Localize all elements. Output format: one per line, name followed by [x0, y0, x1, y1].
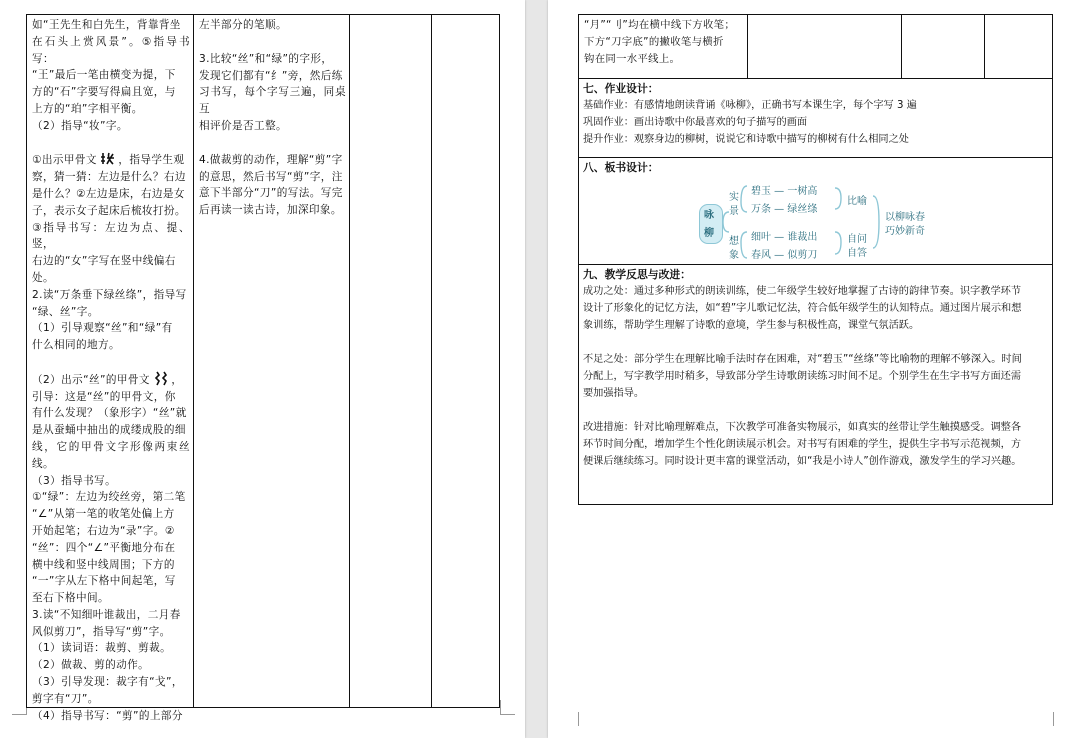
design-intent-cell: [902, 15, 985, 78]
bracket-ziwen: [835, 232, 841, 254]
student-activity-cell: [748, 15, 902, 78]
text-line: [32, 34, 190, 68]
text-line: [32, 17, 190, 34]
board-note: 比喻: [847, 196, 867, 207]
line-text: 在石头上赏风景”。⑤指导书写：: [32, 35, 190, 65]
text-line: “月”“刂”均在横中线下方收笔；: [584, 19, 736, 31]
line-text: （3）引导发现：裁字有“戈”，: [32, 676, 183, 689]
line-text: 相评价是否工整。: [199, 119, 287, 132]
text-line: [32, 439, 190, 473]
text-line: [199, 17, 346, 34]
line-text: 有什么发现？（象形字）“丝”就: [32, 407, 187, 420]
reflection-line: 环节时间分配，增加学生个性化朗读展示机会。对书写有困难的学生，提供生字书写示范视频，方: [583, 439, 1022, 450]
text-line: [32, 220, 190, 254]
text-line: [32, 118, 190, 135]
text-line: [32, 84, 190, 101]
document-page-left: [0, 0, 525, 738]
board-note: 自问: [847, 234, 867, 245]
lesson-table-continued: [578, 14, 1053, 78]
text-line: [32, 320, 190, 337]
line-text: 上方的“珀”字相平衡。: [32, 102, 143, 115]
text-line: [32, 389, 190, 406]
section-heading: 七、作业设计：: [583, 82, 659, 95]
text-line: [199, 51, 346, 68]
line-text: （2）出示“丝”的甲骨文: [32, 373, 154, 386]
reflection-line: 改进措施：针对比喻理解难点，下次教学可准备实物展示，如真实的丝带让学生触摸感受。调整各: [583, 422, 1022, 433]
text-line: [32, 135, 190, 152]
line-text: 3.比较“丝”和“绿”的字形，: [199, 52, 333, 65]
line-text: 什么相同的地方。: [32, 339, 120, 352]
line-text: 习书写，每个字写三遍，同桌互: [199, 86, 346, 116]
line-text: “一”字从左下格中间起笔，写: [32, 575, 176, 588]
line-text: “∠”从第一笔的收笔处偏上方: [32, 508, 175, 521]
text-line: [32, 101, 190, 118]
board-group-label: 想: [729, 236, 739, 247]
section-heading: 九、教学反思与改进：: [583, 268, 691, 281]
reflection-line: 便课后继续练习。同时设计更丰富的课堂活动，如“我是小诗人”创作游戏，激发学生的学习兴趣。: [583, 456, 1022, 467]
line-text: ，指导学生观: [114, 154, 185, 167]
text-line: [32, 270, 190, 287]
line-text: 子，表示女子起床后梳妆打扮。: [32, 204, 186, 217]
line-text: 后再读一读古诗，加深印象。: [199, 204, 342, 217]
line-text: （2）做裁、剪的动作。: [32, 659, 150, 672]
reflection-line: 不足之处：部分学生在理解比喻手法时存在困难，对“碧玉”“丝绦”等比喻物的理解不够深入。时间: [583, 354, 1022, 365]
board-group-label: 象: [729, 250, 739, 261]
homework-line: 提升作业：观察身边的柳树，说说它和诗歌中描写的柳树有什么相同之处: [583, 134, 909, 145]
text-line: [32, 691, 190, 708]
line-text: （1）读词语：裁剪、剪裁。: [32, 642, 172, 655]
line-text: 方的“石”字要写得扁且宽，与: [32, 86, 176, 99]
board-row: 春风 — 似剪刀: [751, 250, 818, 261]
line-text: 横中线和竖中线周围；下方的: [32, 558, 175, 571]
text-line: [32, 657, 190, 674]
text-line: [32, 253, 190, 270]
board-title-char: 咏: [704, 210, 714, 221]
board-design-section: [578, 158, 1053, 265]
line-text: 察，猜一猜：左边是什么？右边: [32, 171, 186, 184]
text-line: [32, 540, 190, 557]
line-text: （1）引导观察“丝”和“绿”有: [32, 322, 173, 335]
line-text: 线，它的甲骨文字形像两束丝线。: [32, 440, 190, 470]
line-text: 3.读“不知细叶谁裁出，二月春: [32, 608, 181, 621]
board-group-label: 实: [729, 192, 739, 203]
line-text: （4）指导书写：“剪”的上部分: [32, 709, 183, 722]
text-line: [199, 202, 346, 219]
student-activity-column: [194, 15, 350, 707]
line-text: “王”最后一笔由横变为提，下: [32, 69, 176, 82]
text-line: [32, 67, 190, 84]
line-text: 右边的“女”字写在竖中线偏右: [32, 255, 176, 268]
reflection-section: [578, 265, 1053, 505]
crop-mark: [500, 700, 515, 715]
board-title-char: 柳: [704, 228, 714, 239]
line-text: “丝”：四个“∠”平衡地分布在: [32, 541, 176, 554]
text-line: [32, 304, 190, 321]
text-line: [32, 674, 190, 691]
text-line: [199, 185, 346, 202]
reflection-line: 要加强指导。: [583, 388, 645, 399]
line-text: ③指导书写：左边为点、提、竖，: [32, 221, 190, 251]
text-line: [32, 371, 190, 389]
reflection-line: 象训练，帮助学生理解了诗歌的意境，学生参与积极性高，课堂气氛活跃。: [583, 320, 920, 331]
text-line: [32, 573, 190, 590]
line-text: 4.做裁剪的动作，理解“剪”字: [199, 153, 343, 166]
board-design-diagram: [699, 182, 949, 260]
text-line: [32, 422, 190, 439]
line-text: 引导：这是“丝”的甲骨文，你: [32, 390, 176, 403]
text-line: [32, 186, 190, 203]
line-text: 如“王先生和白先生，背靠背坐: [32, 19, 181, 31]
text-line: [32, 337, 190, 354]
text-line: [32, 607, 190, 624]
line-text: （3）指导书写。: [32, 474, 117, 487]
reflection-line: 设计了形象化的记忆方法，如“碧”字儿歌记忆法，符合低年级学生的认知特点。通过图片展示和想: [583, 303, 1022, 314]
lesson-table: [26, 14, 500, 722]
crop-mark: [1053, 712, 1068, 726]
bracket-summary: [873, 196, 879, 248]
text-line: 下方“刀字底”的撇收笔与横折: [584, 35, 724, 48]
homework-line: 基础作业：有感情地朗读背诵《咏柳》，正确书写本课生字，每个字写 3 遍: [583, 100, 917, 111]
bracket-biyu: [835, 188, 841, 209]
text-line: [32, 640, 190, 657]
board-row: 碧玉 — 一树高: [751, 186, 818, 197]
line-text: 是什么？②左边是床，右边是女: [32, 187, 185, 200]
text-line: [32, 489, 190, 506]
reflection-line: 成功之处：通过多种形式的朗读训练，使二年级学生较好地掌握了古诗的韵律节奏。识字教学环节: [583, 286, 1022, 297]
line-text: 处。: [32, 271, 54, 284]
line-text: 至右下格中间。: [32, 592, 109, 605]
text-line: [32, 151, 190, 169]
line-text: 是从蚕蛹中抽出的成缕成股的细: [32, 424, 186, 437]
text-line: [32, 473, 190, 490]
line-text: 开始起笔；右边为“录”字。②: [32, 524, 175, 537]
line-text: [32, 356, 36, 368]
text-line: [32, 405, 190, 422]
text-line: [32, 506, 190, 523]
line-text: （2）指导“妆”字。: [32, 119, 128, 132]
text-line: [32, 708, 190, 725]
text-line: [199, 68, 346, 85]
text-line: [32, 624, 190, 641]
line-text: 剪字有“刀”。: [32, 692, 99, 705]
text-line: [32, 523, 190, 540]
teaching-process-column: [27, 15, 194, 722]
oracle-bone-zhuang-icon: [101, 151, 115, 166]
text-line: [32, 590, 190, 607]
text-line: [32, 287, 190, 304]
text-line: [199, 84, 346, 118]
oracle-bone-si-icon: [154, 371, 168, 386]
line-text: ①出示甲骨文: [32, 154, 101, 167]
board-summary: 以柳咏春: [885, 212, 925, 223]
line-text: 2.读“万条垂下绿丝绦”，指导写: [32, 288, 187, 301]
text-line: [199, 169, 346, 186]
line-text: ①“绿”：左边为绞丝旁，第二笔: [32, 491, 186, 504]
homework-line: 巩固作业：画出诗歌中你最喜欢的句子描写的画面: [583, 117, 808, 128]
bracket-shijing: [741, 186, 747, 212]
line-text: 风似剪刀”，指导写“剪”字。: [32, 625, 171, 638]
board-group-label: 景: [729, 206, 739, 217]
text-line: [32, 169, 190, 186]
text-line: [199, 152, 346, 169]
design-intent-column: [350, 15, 432, 707]
board-summary: 巧妙新奇: [885, 226, 925, 237]
teaching-process-cell: [579, 15, 748, 78]
text-line: 钩在同一水平线上。: [584, 52, 681, 65]
crop-mark: [12, 700, 27, 715]
line-text: 左半部分的笔顺。: [199, 19, 287, 31]
notes-column: [432, 15, 499, 707]
board-row: 细叶 — 谁裁出: [751, 232, 818, 243]
text-line: [32, 557, 190, 574]
board-note: 自答: [847, 248, 867, 259]
line-text: 的意思，然后书写“剪”字，注: [199, 170, 343, 183]
crop-mark: [564, 712, 579, 726]
line-text: 意下半部分“刀”的写法。写完: [199, 187, 343, 200]
bracket-xiangxiang: [741, 232, 747, 258]
section-heading: 八、板书设计：: [583, 161, 659, 174]
text-line: [32, 354, 190, 371]
text-line: [32, 203, 190, 220]
line-text: ，: [167, 373, 183, 386]
line-text: “绿、丝”字。: [32, 305, 99, 318]
line-text: 发现它们都有“纟”旁，然后练: [199, 69, 343, 82]
line-text: [32, 137, 36, 149]
document-page-right: [548, 0, 1080, 738]
homework-section: [578, 78, 1053, 158]
board-row: 万条 — 绿丝绦: [751, 204, 818, 215]
reflection-line: 分配上，写字教学用时稍多，导致部分学生诗歌朗读练习时间不足。个别学生在生字书写方面还需: [583, 371, 1022, 382]
text-line: [199, 118, 346, 135]
